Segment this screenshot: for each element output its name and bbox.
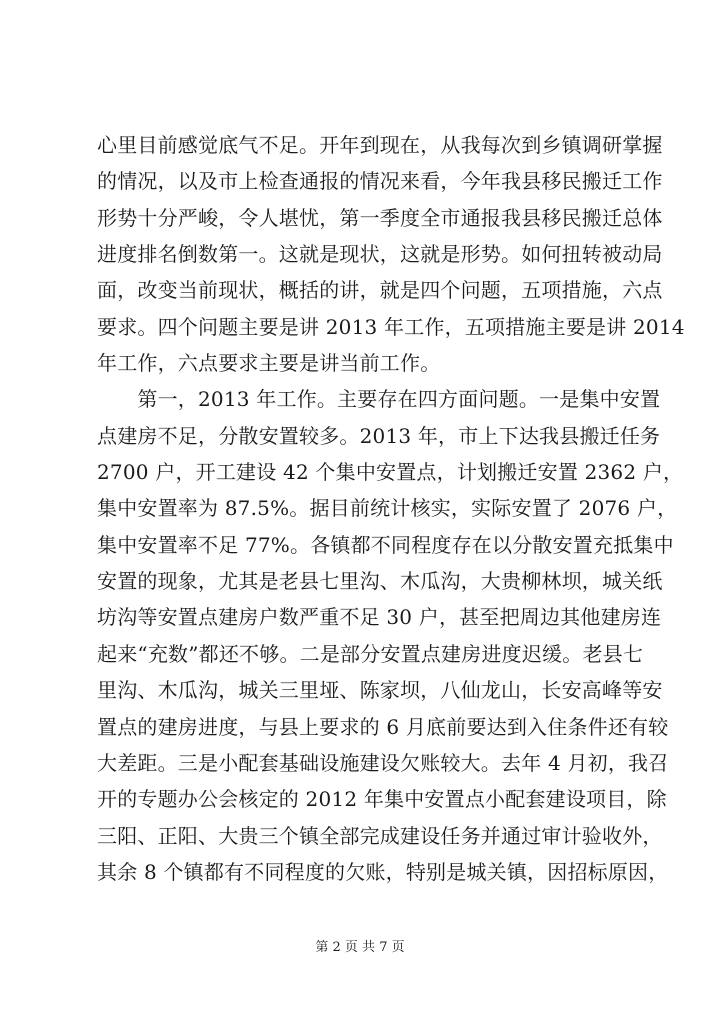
text-line: 心里目前感觉底气不足。开年到现在，从我每次到乡镇调研掌握 [97, 133, 663, 157]
text-line: 三阳、正阳、大贵三个镇全部完成建设任务并通过审计验收外， [97, 823, 663, 848]
text-line: 安置的现象，尤其是老县七里沟、木瓜沟，大贵柳林坝，城关纸 [97, 569, 663, 594]
text-line: 第一，2013 年工作。主要存在四方面问题。一是集中安置 [97, 387, 661, 412]
text-line: 开的专题办公会核定的 2012 年集中安置点小配套建设项目，除 [97, 787, 667, 812]
text-line: 进度排名倒数第一。这就是现状，这就是形势。如何扭转被动局 [97, 242, 663, 267]
text-line: 形势十分严峻，令人堪忧，第一季度全市通报我县移民搬迁总体 [97, 205, 663, 230]
text-line: 起来“充数”都还不够。二是部分安置点建房进度迟缓。老县七 [97, 641, 644, 666]
text-line: 大差距。三是小配套基础设施建设欠账较大。去年 4 月初，我召 [97, 750, 669, 775]
page-number-footer: 第 2 页 共 7 页 [315, 940, 405, 955]
text-line: 要求。四个问题主要是讲 2013 年工作，五项措施主要是讲 2014 [97, 314, 685, 339]
text-line: 里沟、木瓜沟，城关三里垭、陈家坝，八仙龙山，长安高峰等安 [97, 678, 663, 703]
text-line: 的情况，以及市上检查通报的情况来看，今年我县移民搬迁工作 [97, 169, 663, 194]
text-line: 坊沟等安置点建房户数严重不足 30 户，甚至把周边其他建房连 [97, 605, 662, 630]
body-text [97, 127, 685, 890]
text-line: 集中安置率不足 77%。各镇都不同程度存在以分散安置充抵集中 [97, 532, 674, 557]
text-line: 点建房不足，分散安置较多。2013 年，市上下达我县搬迁任务 [97, 423, 661, 448]
text-line: 年工作，六点要求主要是讲当前工作。 [97, 351, 441, 376]
text-line: 面，改变当前现状，概括的讲，就是四个问题，五项措施，六点 [97, 278, 663, 303]
text-line: 集中安置率为 87.5%。据目前统计核实，实际安置了 2076 户， [97, 496, 678, 521]
text-line: 置点的建房进度，与县上要求的 6 月底前要达到入住条件还有较 [97, 714, 669, 739]
text-line: 其余 8 个镇都有不同程度的欠账，特别是城关镇，因招标原因， [97, 859, 669, 884]
text-line: 2700 户，开工建设 42 个集中安置点，计划搬迁安置 2362 户， [97, 460, 684, 485]
